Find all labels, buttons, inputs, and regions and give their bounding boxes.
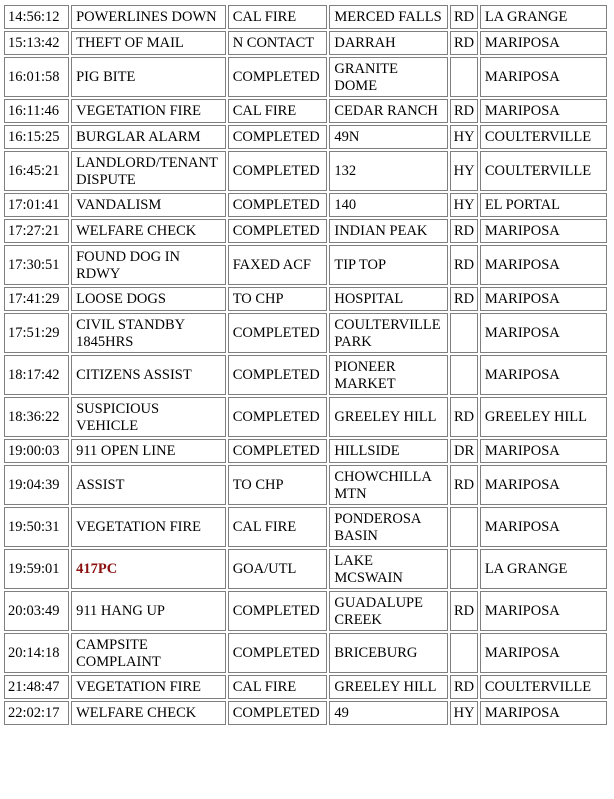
city-cell: MARIPOSA: [480, 355, 607, 395]
street-cell: BRICEBURG: [329, 633, 448, 673]
disposition-cell: COMPLETED: [228, 439, 328, 463]
disposition-cell: COMPLETED: [228, 355, 328, 395]
call-type-cell: BURGLAR ALARM: [71, 125, 226, 149]
time-cell: 20:03:49: [4, 591, 69, 631]
call-type-cell: WELFARE CHECK: [71, 701, 226, 725]
table-row: [4, 313, 607, 353]
city-cell: MARIPOSA: [480, 287, 607, 311]
street-suffix-cell: RD: [450, 287, 477, 311]
table-row: [4, 633, 607, 673]
table-row: [4, 245, 607, 285]
disposition-cell: COMPLETED: [228, 57, 328, 97]
street-cell: LAKE MCSWAIN: [329, 549, 448, 589]
disposition-cell: COMPLETED: [228, 591, 328, 631]
call-type-cell: LOOSE DOGS: [71, 287, 226, 311]
city-cell: MARIPOSA: [480, 31, 607, 55]
time-cell: 19:50:31: [4, 507, 69, 547]
table-row: [4, 397, 607, 437]
street-cell: PONDEROSA BASIN: [329, 507, 448, 547]
city-cell: COULTERVILLE: [480, 125, 607, 149]
table-row: [4, 31, 607, 55]
disposition-cell: COMPLETED: [228, 193, 328, 217]
call-type-cell: WELFARE CHECK: [71, 219, 226, 243]
time-cell: 17:01:41: [4, 193, 69, 217]
disposition-cell: CAL FIRE: [228, 99, 328, 123]
disposition-cell: COMPLETED: [228, 125, 328, 149]
call-type-cell: POWERLINES DOWN: [71, 5, 226, 29]
table-row: [4, 193, 607, 217]
time-cell: 19:59:01: [4, 549, 69, 589]
disposition-cell: CAL FIRE: [228, 675, 328, 699]
street-suffix-cell: [450, 549, 477, 589]
street-cell: GREELEY HILL: [329, 397, 448, 437]
time-cell: 17:51:29: [4, 313, 69, 353]
street-cell: GREELEY HILL: [329, 675, 448, 699]
table-row: [4, 701, 607, 725]
city-cell: COULTERVILLE: [480, 151, 607, 191]
table-row: [4, 439, 607, 463]
table-row: [4, 5, 607, 29]
call-type-cell: VEGETATION FIRE: [71, 507, 226, 547]
city-cell: MARIPOSA: [480, 99, 607, 123]
city-cell: EL PORTAL: [480, 193, 607, 217]
street-cell: INDIAN PEAK: [329, 219, 448, 243]
street-suffix-cell: RD: [450, 5, 477, 29]
city-cell: MARIPOSA: [480, 591, 607, 631]
street-cell: GUADALUPE CREEK: [329, 591, 448, 631]
street-suffix-cell: [450, 633, 477, 673]
street-suffix-cell: HY: [450, 151, 477, 191]
street-suffix-cell: HY: [450, 125, 477, 149]
time-cell: 14:56:12: [4, 5, 69, 29]
penal-code-label: 417PC: [76, 561, 118, 577]
dispatch-log-table: [2, 3, 609, 727]
disposition-cell: TO CHP: [228, 465, 328, 505]
street-cell: 49: [329, 701, 448, 725]
call-type-cell: CITIZENS ASSIST: [71, 355, 226, 395]
disposition-cell: N CONTACT: [228, 31, 328, 55]
table-row: [4, 125, 607, 149]
street-cell: DARRAH: [329, 31, 448, 55]
street-suffix-cell: HY: [450, 193, 477, 217]
street-suffix-cell: RD: [450, 675, 477, 699]
street-suffix-cell: DR: [450, 439, 477, 463]
time-cell: 16:45:21: [4, 151, 69, 191]
city-cell: MARIPOSA: [480, 701, 607, 725]
time-cell: 22:02:17: [4, 701, 69, 725]
street-suffix-cell: RD: [450, 591, 477, 631]
city-cell: MARIPOSA: [480, 245, 607, 285]
table-row: [4, 465, 607, 505]
street-cell: 49N: [329, 125, 448, 149]
disposition-cell: CAL FIRE: [228, 507, 328, 547]
table-row: [4, 355, 607, 395]
street-cell: HILLSIDE: [329, 439, 448, 463]
time-cell: 19:00:03: [4, 439, 69, 463]
table-row: [4, 99, 607, 123]
disposition-cell: COMPLETED: [228, 313, 328, 353]
city-cell: COULTERVILLE: [480, 675, 607, 699]
time-cell: 16:11:46: [4, 99, 69, 123]
time-cell: 15:13:42: [4, 31, 69, 55]
call-type-cell: VANDALISM: [71, 193, 226, 217]
street-suffix-cell: RD: [450, 397, 477, 437]
disposition-cell: COMPLETED: [228, 633, 328, 673]
city-cell: MARIPOSA: [480, 439, 607, 463]
street-cell: 132: [329, 151, 448, 191]
table-row: [4, 219, 607, 243]
street-suffix-cell: RD: [450, 31, 477, 55]
city-cell: MARIPOSA: [480, 57, 607, 97]
table-row: [4, 507, 607, 547]
disposition-cell: FAXED ACF: [228, 245, 328, 285]
street-suffix-cell: [450, 313, 477, 353]
street-cell: COULTERVILLE PARK: [329, 313, 448, 353]
disposition-cell: GOA/UTL: [228, 549, 328, 589]
disposition-cell: CAL FIRE: [228, 5, 328, 29]
street-suffix-cell: RD: [450, 245, 477, 285]
time-cell: 19:04:39: [4, 465, 69, 505]
table-row: [4, 287, 607, 311]
street-cell: MERCED FALLS: [329, 5, 448, 29]
street-cell: TIP TOP: [329, 245, 448, 285]
table-row: [4, 675, 607, 699]
time-cell: 17:27:21: [4, 219, 69, 243]
city-cell: LA GRANGE: [480, 5, 607, 29]
city-cell: MARIPOSA: [480, 313, 607, 353]
street-cell: PIONEER MARKET: [329, 355, 448, 395]
city-cell: MARIPOSA: [480, 465, 607, 505]
street-suffix-cell: RD: [450, 99, 477, 123]
city-cell: GREELEY HILL: [480, 397, 607, 437]
street-suffix-cell: [450, 507, 477, 547]
time-cell: 18:17:42: [4, 355, 69, 395]
table-row: [4, 591, 607, 631]
time-cell: 17:41:29: [4, 287, 69, 311]
table-row: [4, 549, 607, 589]
disposition-cell: COMPLETED: [228, 701, 328, 725]
disposition-cell: TO CHP: [228, 287, 328, 311]
city-cell: MARIPOSA: [480, 633, 607, 673]
street-suffix-cell: [450, 355, 477, 395]
disposition-cell: COMPLETED: [228, 219, 328, 243]
table-row: [4, 57, 607, 97]
time-cell: 16:01:58: [4, 57, 69, 97]
call-type-cell: ASSIST: [71, 465, 226, 505]
street-cell: CHOWCHILLA MTN: [329, 465, 448, 505]
call-type-cell: SUSPICIOUS VEHICLE: [71, 397, 226, 437]
street-cell: 140: [329, 193, 448, 217]
disposition-cell: COMPLETED: [228, 397, 328, 437]
call-type-cell: PIG BITE: [71, 57, 226, 97]
city-cell: MARIPOSA: [480, 219, 607, 243]
street-suffix-cell: [450, 57, 477, 97]
time-cell: 18:36:22: [4, 397, 69, 437]
street-cell: GRANITE DOME: [329, 57, 448, 97]
call-type-cell: THEFT OF MAIL: [71, 31, 226, 55]
time-cell: 20:14:18: [4, 633, 69, 673]
call-type-cell: CIVIL STANDBY 1845HRS: [71, 313, 226, 353]
street-suffix-cell: RD: [450, 219, 477, 243]
call-type-cell: CAMPSITE COMPLAINT: [71, 633, 226, 673]
city-cell: LA GRANGE: [480, 549, 607, 589]
call-type-cell: FOUND DOG IN RDWY: [71, 245, 226, 285]
disposition-cell: COMPLETED: [228, 151, 328, 191]
city-cell: MARIPOSA: [480, 507, 607, 547]
time-cell: 21:48:47: [4, 675, 69, 699]
street-cell: CEDAR RANCH: [329, 99, 448, 123]
street-suffix-cell: RD: [450, 465, 477, 505]
time-cell: 17:30:51: [4, 245, 69, 285]
table-row: [4, 151, 607, 191]
call-type-cell: 911 OPEN LINE: [71, 439, 226, 463]
call-type-cell: VEGETATION FIRE: [71, 675, 226, 699]
street-suffix-cell: HY: [450, 701, 477, 725]
call-type-cell: LANDLORD/TENANT DISPUTE: [71, 151, 226, 191]
call-type-cell: 911 HANG UP: [71, 591, 226, 631]
call-type-cell: VEGETATION FIRE: [71, 99, 226, 123]
street-cell: HOSPITAL: [329, 287, 448, 311]
call-type-cell: [71, 549, 226, 589]
time-cell: 16:15:25: [4, 125, 69, 149]
